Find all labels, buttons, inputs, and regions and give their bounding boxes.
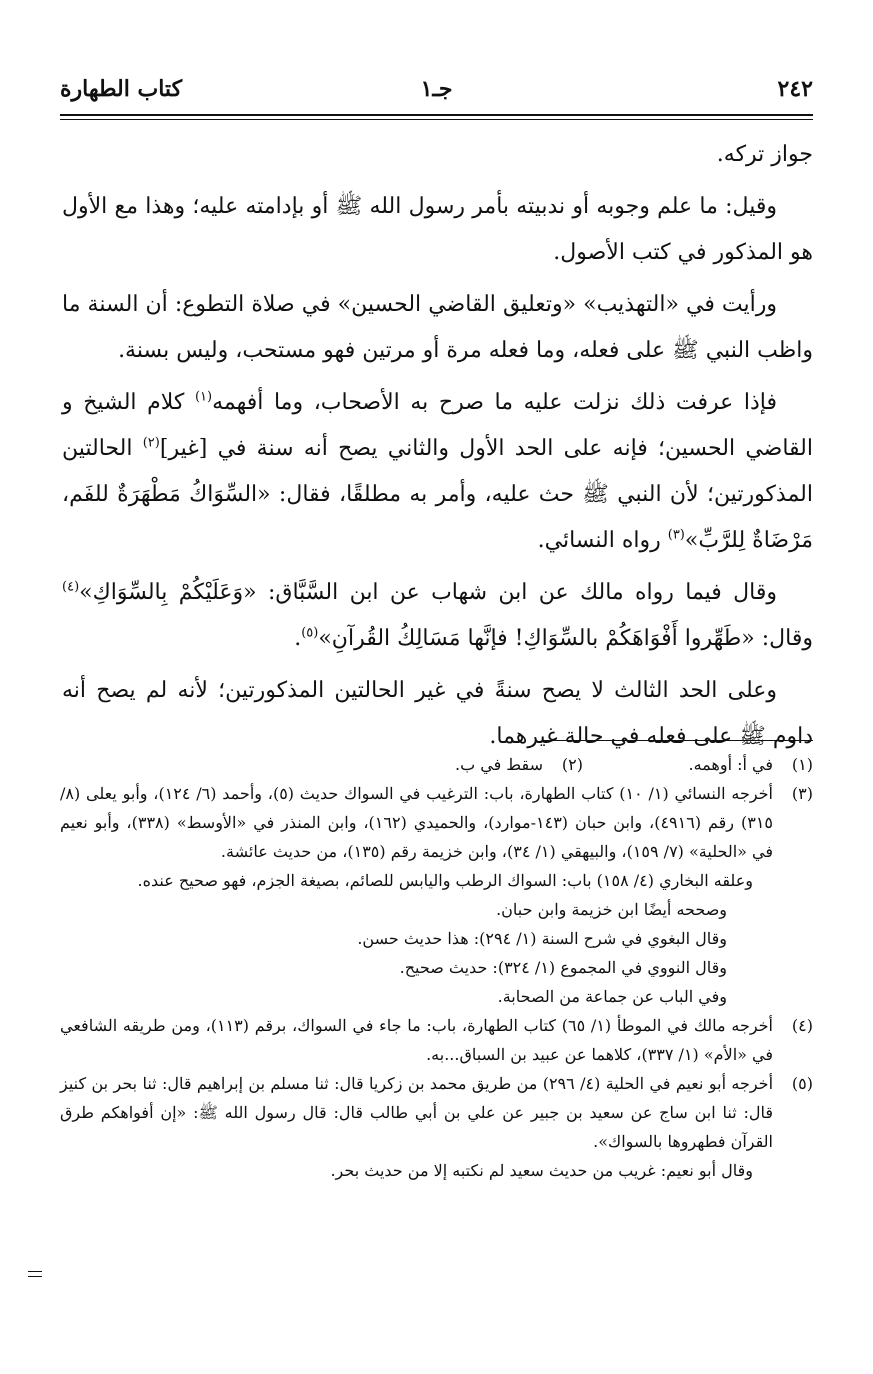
footnote-number: (٤) (791, 1016, 813, 1035)
footnote-line: أخرجه مالك في الموطأ (١/ ٦٥) كتاب الطهارة، باب: ما جاء في السواك، برقم (١١٣)، ومن طريقه الشافعي في «الأم» (١/ ٣٣٧)، كلاهما عن عبيد بن السباق...به. (60, 1016, 773, 1064)
footnote-text (60, 1069, 773, 1185)
footnote-ref-3[interactable]: (٣) (667, 527, 685, 543)
paragraph-2: وقيل: ما علم وجوبه أو ندبيته بأمر رسول الله ﷺ أو بإدامته عليه؛ وهذا مع الأول هو المذكور في كتب الأصول. (62, 194, 813, 265)
header-rule-thick (60, 114, 813, 116)
paragraph-3: ورأيت في «التهذيب» «وتعليق القاضي الحسين» في صلاة التطوع: أن السنة ما واظب النبي ﷺ على فعله، وما فعله مرة أو مرتين فهو مستحب، وليس بسنة. (62, 292, 813, 363)
margin-mark (28, 1271, 42, 1272)
paragraph-1: جواز تركه. (716, 142, 813, 167)
footnote-separator (543, 740, 813, 741)
footnote-1 (583, 750, 813, 779)
paragraph-5 (62, 570, 813, 662)
footnote-4 (60, 1011, 813, 1069)
paragraph-4-part-4: رواه النسائي. (537, 528, 668, 553)
paragraph-4-part-3: الحالتين المذكورتين؛ لأن النبي ﷺ حث عليه، وأمر به مطلقًا، فقال: «السِّوَاكُ مَطْهَرَةٌ للفَم، مَرْضَاةٌ لِلرَّبِّ» (62, 436, 813, 553)
page-header (60, 70, 813, 110)
volume-label: جـ١ (420, 76, 453, 102)
footnote-line: وقال النووي في المجموع (١/ ٣٢٤): حديث صحيح. (399, 958, 727, 977)
footnote-line: أخرجه النسائي (١/ ١٠) كتاب الطهارة، باب: الترغيب في السواك حديث (٥)، وأحمد (٦/ ١٢٤)، وأبو يعلى (٨/ ٣١٥) رقم (٤٩١٦)، وابن حبان (١٤٣-موارد)، والحميدي (١٦٢)، وابن المنذر في «الأوسط» (٣٣٨)، وأبو نعيم في «الحلية» (٧/ ١٥٩)، والبيهقي (١/ ٣٤)، وابن خزيمة رقم (١٣٥)، من حديث عائشة. (60, 784, 774, 861)
paragraph-4-part-2: كلام الشيخ و القاضي الحسين؛ فإنه على الحد الأول والثاني يصح أنه سنة في [غير] (62, 390, 813, 461)
book-title: كتاب الطهارة (60, 76, 183, 102)
header-rule-thin (60, 119, 813, 120)
footnote-line: وعلقه البخاري (٤/ ١٥٨) باب: السواك الرطب واليابس للصائم، بصيغة الجزم، فهو صحيح عنده. (137, 871, 753, 890)
footnote-ref-1[interactable]: (١) (194, 389, 213, 405)
footnotes-row-1 (60, 750, 813, 779)
page-number: ٢٤٢ (777, 76, 813, 102)
footnotes (60, 750, 813, 1185)
margin-mark (28, 1276, 42, 1277)
footnote-ref-2[interactable]: (٢) (142, 435, 160, 451)
footnote-ref-4[interactable]: (٤) (62, 579, 80, 595)
footnote-text: في أ: أوهمه. (688, 755, 773, 774)
footnote-line: وفي الباب عن جماعة من الصحابة. (497, 987, 727, 1006)
footnote-ref-5[interactable]: (٥) (301, 625, 319, 641)
footnote-line: وقال البغوي في شرح السنة (١/ ٢٩٤): هذا حديث حسن. (357, 929, 727, 948)
paragraph-4 (62, 380, 813, 564)
paragraph-5-part-2: وقال: «طَهِّروا أَفْوَاهَكُمْ بالسِّوَاكِ! فإنَّها مَسَالِكُ القُرآنِ» (318, 626, 813, 651)
main-text (62, 132, 813, 766)
footnote-number: (٥) (791, 1074, 813, 1093)
footnote-number: (١) (791, 755, 813, 774)
footnote-text (60, 1011, 773, 1069)
footnote-text: سقط في ب. (455, 755, 543, 774)
paragraph-4-part-1: فإذا عرفت ذلك نزلت عليه ما صرح به الأصحاب، وما أفهمه (212, 390, 777, 415)
footnote-line: أخرجه أبو نعيم في الحلية (٤/ ٢٩٦) من طريق محمد بن زكريا قال: ثنا مسلم بن إبراهيم قال: ثنا بحر بن كنيز قال: ثنا ابن ساج عن سعيد بن جبير عن علي بن أبي طالب قال: قال رسول الله ﷺ: «إن أفواهكم طرق القرآن فطهروها بالسواك». (60, 1074, 774, 1151)
footnote-text (60, 779, 773, 1011)
paragraph-5-part-1: وقال فيما رواه مالك عن ابن شهاب عن ابن السَّبَّاق: «وَعَلَيْكُمْ بِالسِّوَاكِ» (79, 580, 777, 605)
footnote-line: وصححه أيضًا ابن خزيمة وابن حبان. (496, 900, 727, 919)
footnote-3 (60, 779, 813, 1011)
footnote-line: وقال أبو نعيم: غريب من حديث سعيد لم نكتبه إلا من حديث بحر. (330, 1161, 753, 1180)
footnote-5 (60, 1069, 813, 1185)
paragraph-5-part-3: . (294, 626, 302, 651)
footnote-number: (٣) (791, 784, 813, 803)
footnote-number: (٢) (561, 755, 583, 774)
footnote-2 (455, 750, 583, 779)
paragraph-6: وعلى الحد الثالث لا يصح سنةً في غير الحالتين المذكورتين؛ لأنه لم يصح أنه داوم ﷺ على فعله في حالة غيرهما. (62, 678, 813, 749)
